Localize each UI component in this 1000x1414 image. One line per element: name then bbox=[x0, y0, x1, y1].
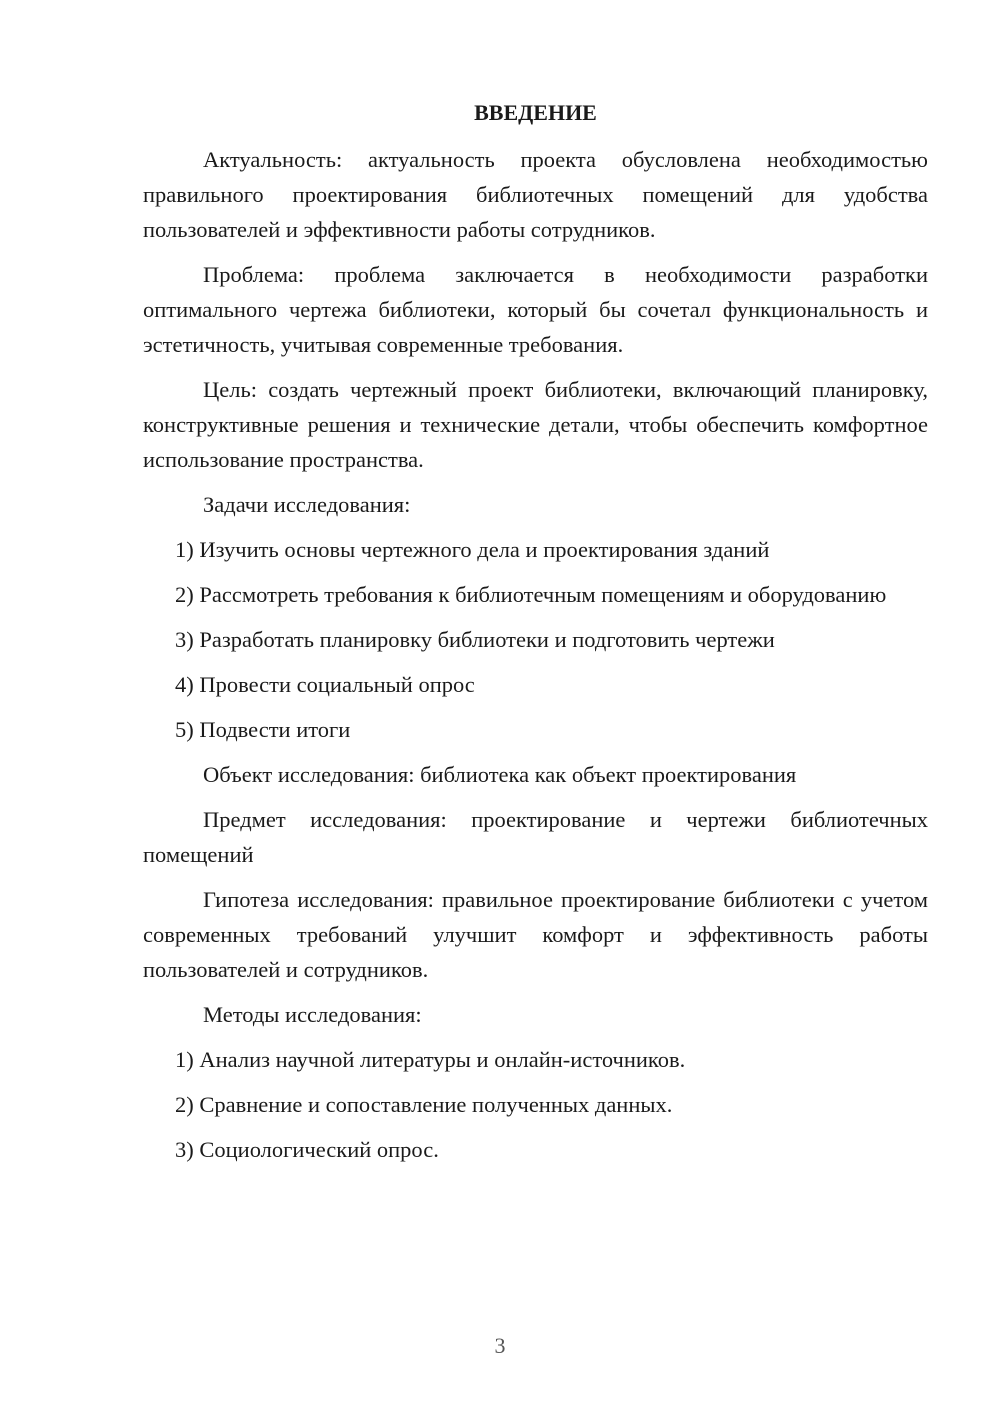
task-item-4: 4) Провести социальный опрос bbox=[175, 672, 475, 697]
method-item-3: 3) Социологический опрос. bbox=[175, 1137, 439, 1162]
task-item-3: 3) Разработать планировку библиотеки и подготовить чертежи bbox=[175, 627, 775, 652]
method-item-1: 1) Анализ научной литературы и онлайн-источников. bbox=[175, 1047, 686, 1072]
paragraph-subject: Предмет исследования: проектирование и чертежи библиотечных помещений bbox=[143, 807, 928, 867]
paragraph-goal: Цель: создать чертежный проект библиотеки, включающий планировку, конструктивные решения и технические детали, чтобы обеспечить комфортное использование пространства. bbox=[143, 377, 928, 472]
methods-heading: Методы исследования: bbox=[203, 1002, 422, 1027]
paragraph-problem: Проблема: проблема заключается в необходимости разработки оптимального чертежа библиотеки, который бы сочетал функциональность и эстетичность, учитывая современные требования. bbox=[143, 262, 928, 357]
paragraph-hypothesis: Гипотеза исследования: правильное проектирование библиотеки с учетом современных требований улучшит комфорт и эффективность работы пользователей и сотрудников. bbox=[143, 887, 928, 982]
page-number: 3 bbox=[494, 1333, 506, 1358]
paragraph-object: Объект исследования: библиотека как объект проектирования bbox=[203, 762, 797, 787]
task-item-5: 5) Подвести итоги bbox=[175, 717, 351, 742]
page-title: ВВЕДЕНИЕ bbox=[474, 100, 597, 125]
method-item-2: 2) Сравнение и сопоставление полученных данных. bbox=[175, 1092, 673, 1117]
task-item-2: 2) Рассмотреть требования к библиотечным помещениям и оборудованию bbox=[175, 582, 887, 607]
tasks-heading: Задачи исследования: bbox=[203, 492, 411, 517]
document-page bbox=[143, 95, 928, 1177]
paragraph-relevance: Актуальность: актуальность проекта обусловлена необходимостью правильного проектирования библиотечных помещений для удобства пользователей и эффективности работы сотрудников. bbox=[143, 147, 928, 242]
task-item-1: 1) Изучить основы чертежного дела и проектирования зданий bbox=[175, 537, 770, 562]
